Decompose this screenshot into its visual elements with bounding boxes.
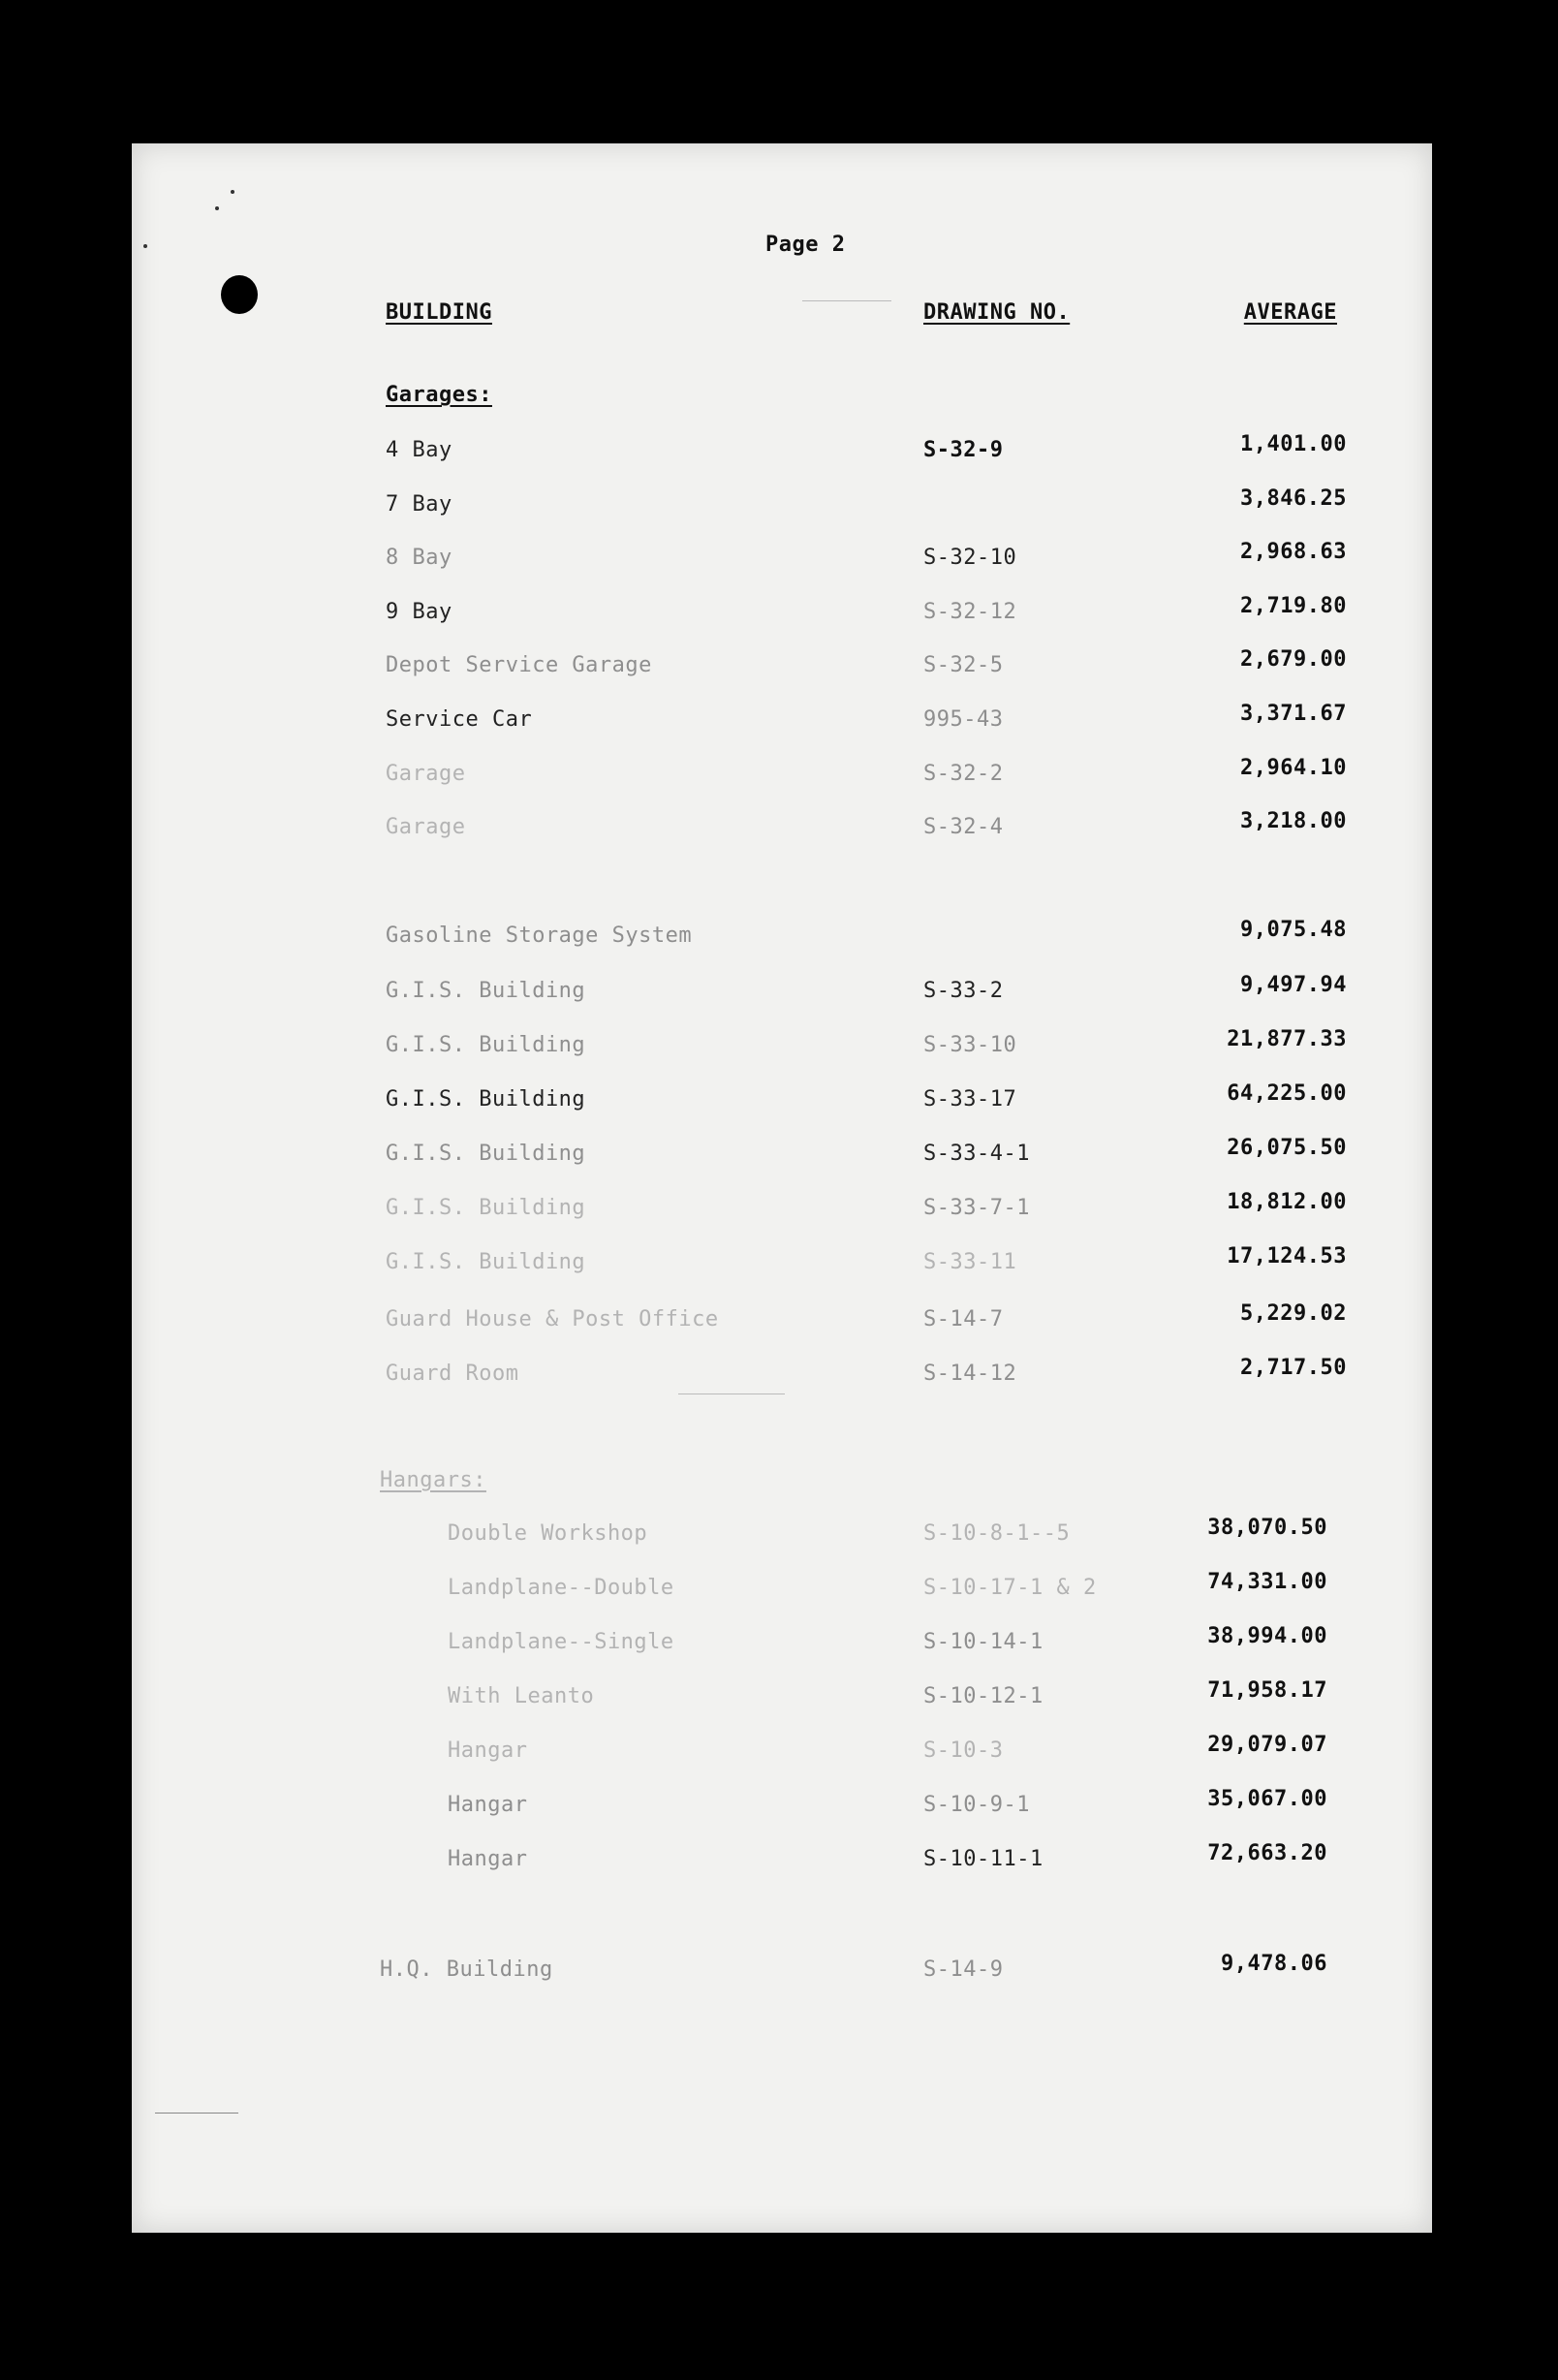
row-drawing: S-32-5: [923, 653, 1004, 677]
row-building: Gasoline Storage System: [386, 924, 693, 948]
row-building: With Leanto: [448, 1684, 595, 1708]
row-average: 18,812.00: [1227, 1190, 1347, 1214]
row-average: 2,968.63: [1240, 540, 1347, 564]
section-heading-garages: Garages:: [386, 383, 492, 407]
row-average: 3,371.67: [1240, 702, 1347, 726]
header-average: AVERAGE: [1243, 300, 1337, 325]
row-building: 8 Bay: [386, 546, 452, 570]
row-building: Landplane--Single: [448, 1630, 674, 1654]
row-drawing: S-33-2: [923, 979, 1004, 1003]
row-average: 72,663.20: [1207, 1841, 1327, 1865]
row-average: 9,075.48: [1240, 918, 1347, 942]
row-drawing: S-33-11: [923, 1250, 1017, 1274]
row-building: Service Car: [386, 707, 533, 732]
row-building: Garage: [386, 815, 466, 839]
row-drawing: 995-43: [923, 707, 1004, 732]
row-average: 9,497.94: [1240, 973, 1347, 997]
row-average: 64,225.00: [1227, 1081, 1347, 1106]
row-building: G.I.S. Building: [386, 1033, 586, 1057]
row-building: Hangar: [448, 1847, 528, 1871]
row-building: Double Workshop: [448, 1521, 648, 1546]
row-drawing: S-14-12: [923, 1362, 1017, 1386]
row-building: G.I.S. Building: [386, 1196, 586, 1220]
row-average: 3,846.25: [1240, 486, 1347, 511]
row-drawing: S-10-12-1: [923, 1684, 1044, 1708]
row-building: 9 Bay: [386, 600, 452, 624]
row-drawing: S-10-3: [923, 1738, 1004, 1763]
row-average: 38,070.50: [1207, 1516, 1327, 1540]
section-heading-hangars: Hangars:: [380, 1468, 486, 1492]
row-average: 17,124.53: [1227, 1244, 1347, 1268]
row-building: Garage: [386, 762, 466, 786]
row-drawing: S-33-17: [923, 1087, 1017, 1112]
row-building: G.I.S. Building: [386, 1142, 586, 1166]
row-drawing: S-33-10: [923, 1033, 1017, 1057]
row-average: 2,719.80: [1240, 594, 1347, 618]
row-building: Hangar: [448, 1793, 528, 1817]
row-drawing: S-10-14-1: [923, 1630, 1044, 1654]
row-building: 4 Bay: [386, 438, 452, 462]
row-drawing: S-10-9-1: [923, 1793, 1030, 1817]
divider: [802, 300, 891, 301]
row-drawing: S-14-7: [923, 1307, 1004, 1331]
row-average: 71,958.17: [1207, 1678, 1327, 1703]
row-building: Hangar: [448, 1738, 528, 1763]
document-page: [132, 143, 1432, 2233]
page-label: Page 2: [765, 233, 846, 257]
row-average: 2,717.50: [1240, 1356, 1347, 1380]
paper-speck: [231, 190, 234, 194]
row-building: G.I.S. Building: [386, 1250, 586, 1274]
row-building: Landplane--Double: [448, 1576, 674, 1600]
row-building: G.I.S. Building: [386, 1087, 586, 1112]
row-building: G.I.S. Building: [386, 979, 586, 1003]
row-average: 26,075.50: [1227, 1136, 1347, 1160]
row-drawing: S-32-4: [923, 815, 1004, 839]
row-building: Depot Service Garage: [386, 653, 652, 677]
row-drawing: S-10-11-1: [923, 1847, 1044, 1871]
row-drawing: S-33-4-1: [923, 1142, 1030, 1166]
row-average: 29,079.07: [1207, 1733, 1327, 1757]
punch-hole: [221, 275, 258, 314]
row-building: H.Q. Building: [380, 1957, 553, 1982]
row-average: 2,679.00: [1240, 647, 1347, 672]
row-average: 5,229.02: [1240, 1301, 1347, 1326]
row-average: 1,401.00: [1240, 432, 1347, 456]
row-drawing: S-32-12: [923, 600, 1017, 624]
divider: [155, 2113, 238, 2114]
header-building: BUILDING: [386, 300, 492, 325]
row-drawing: S-14-9: [923, 1957, 1004, 1982]
row-average: 35,067.00: [1207, 1787, 1327, 1811]
row-drawing: S-10-8-1--5: [923, 1521, 1071, 1546]
row-average: 9,478.06: [1221, 1952, 1327, 1976]
row-average: 74,331.00: [1207, 1570, 1327, 1594]
row-drawing: S-32-9: [923, 438, 1004, 462]
row-drawing: S-10-17-1 & 2: [923, 1576, 1097, 1600]
paper-speck: [215, 206, 219, 210]
paper-speck: [143, 244, 147, 248]
row-average: 38,994.00: [1207, 1624, 1327, 1648]
row-average: 21,877.33: [1227, 1027, 1347, 1051]
row-building: Guard Room: [386, 1362, 519, 1386]
row-average: 2,964.10: [1240, 756, 1347, 780]
header-drawing-no: DRAWING NO.: [923, 300, 1071, 325]
row-drawing: S-32-10: [923, 546, 1017, 570]
row-drawing: S-32-2: [923, 762, 1004, 786]
row-building: Guard House & Post Office: [386, 1307, 719, 1331]
row-drawing: S-33-7-1: [923, 1196, 1030, 1220]
row-average: 3,218.00: [1240, 809, 1347, 833]
row-building: 7 Bay: [386, 492, 452, 517]
